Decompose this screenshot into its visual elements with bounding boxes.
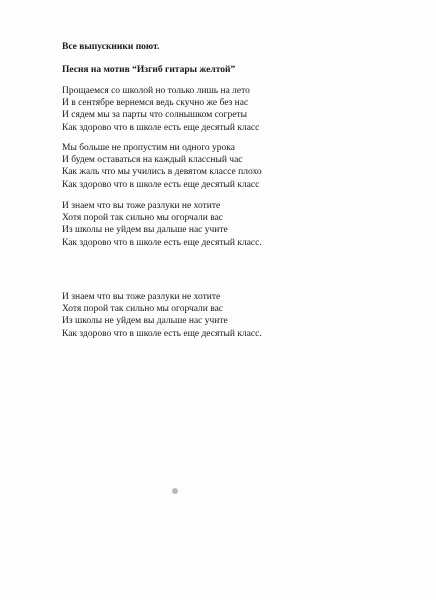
document-title: Все выпускники поют. bbox=[62, 42, 160, 52]
stanza-1 bbox=[62, 85, 259, 134]
stanza-2 bbox=[62, 142, 262, 191]
verse-line: Как здорово что в школе есть еще десятый класс. bbox=[62, 328, 262, 339]
verse-line: И будем оставаться на каждый классный час bbox=[62, 155, 243, 166]
song-subtitle: Песня на мотив “Изгиб гитары желтой” bbox=[62, 65, 236, 75]
verse-line: Как здорово что в школе есть еще десятый класс bbox=[62, 122, 260, 133]
stanza-4 bbox=[62, 291, 262, 340]
scan-speck bbox=[172, 488, 178, 494]
verse-line: Хотя порой так сильно мы огорчали вас bbox=[62, 304, 224, 315]
verse-line: Из школы не уйдем вы дальше нас учите bbox=[62, 225, 228, 236]
stanza-3 bbox=[62, 200, 262, 249]
verse-line: Как жаль что мы учились в девятом классе плохо bbox=[62, 167, 262, 178]
verse-line: И знаем что вы тоже разлуки не хотите bbox=[62, 292, 221, 302]
verse-line: И сядем мы за парты что солнышком согреты bbox=[62, 110, 247, 121]
verse-line: Прощаемся со школой но только лишь на лето bbox=[62, 86, 250, 96]
verse-line: Как здорово что в школе есть еще десятый класс. bbox=[62, 237, 262, 248]
verse-line: Как здорово что в школе есть еще десятый класс bbox=[62, 179, 260, 190]
verse-line: И в сентябре вернемся ведь скучно же без нас bbox=[62, 98, 249, 109]
verse-line: Хотя порой так сильно мы огорчали вас bbox=[62, 213, 224, 224]
verse-line: И знаем что вы тоже разлуки не хотите bbox=[62, 201, 221, 211]
verse-line: Мы больше не пропустим ни одного урока bbox=[62, 143, 235, 153]
verse-line: Из школы не уйдем вы дальше нас учите bbox=[62, 316, 228, 327]
